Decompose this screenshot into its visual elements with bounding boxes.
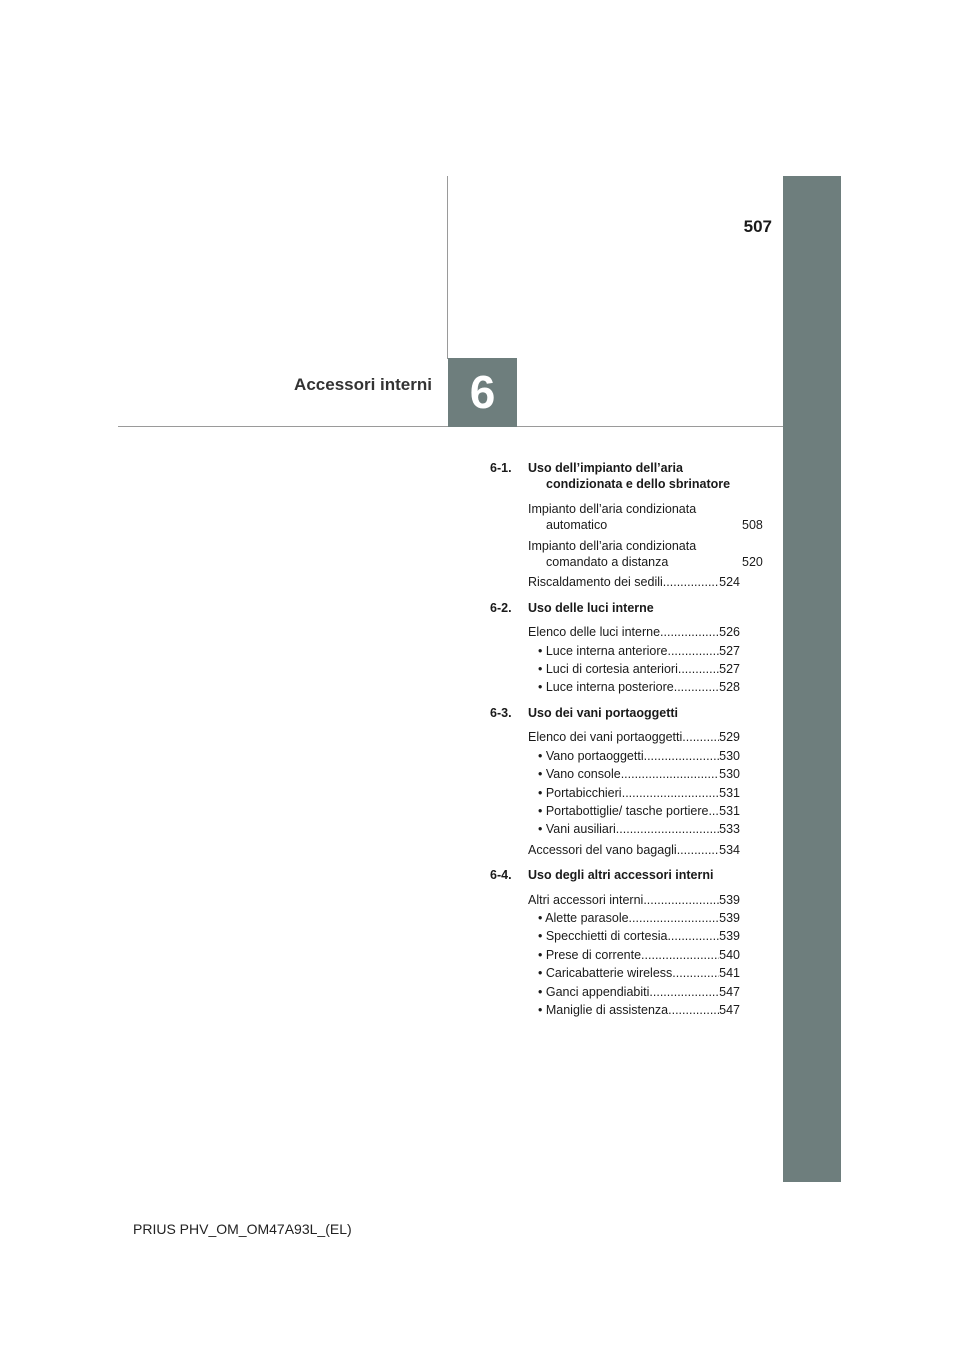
- toc-entry[interactable]: [528, 624, 740, 640]
- toc-entry[interactable]: [528, 766, 740, 782]
- toc-page-number: 533: [719, 822, 740, 837]
- toc-dot-leader: [621, 766, 719, 782]
- toc-page-number: 539: [719, 892, 740, 907]
- toc-page-number: 528: [719, 680, 740, 695]
- toc-entry-list: [528, 501, 763, 591]
- toc-entry[interactable]: [528, 643, 740, 659]
- toc-dot-leader: [643, 892, 719, 908]
- toc-entry[interactable]: [528, 574, 740, 590]
- toc-entry-label: • Portabicchieri: [538, 785, 622, 800]
- toc-entry-label: • Luce interna anteriore: [538, 643, 668, 658]
- toc-page-number: 529: [719, 730, 740, 745]
- toc-entry[interactable]: [528, 729, 740, 745]
- toc-section-number: 6-2.: [490, 600, 512, 615]
- toc-entry[interactable]: [528, 892, 740, 908]
- toc-entry[interactable]: [528, 928, 740, 944]
- toc-page-number: 539: [719, 929, 740, 944]
- table-of-contents: [490, 460, 763, 1027]
- toc-section-number: 6-3.: [490, 705, 512, 720]
- toc-entry-label: Impianto dell’aria condizionata comandato a distanza: [528, 538, 697, 570]
- toc-dot-leader: [674, 679, 719, 695]
- toc-page-number: 547: [719, 984, 740, 999]
- toc-entry-label: • Ganci appendiabiti: [538, 984, 650, 999]
- toc-dot-leader: [678, 661, 719, 677]
- toc-entry-label: Elenco delle luci interne: [528, 625, 661, 640]
- toc-entry-label: Elenco dei vani portaoggetti: [528, 730, 683, 745]
- toc-section-title: Uso degli altri accessori interni: [528, 868, 714, 883]
- toc-entry-label: • Prese di corrente: [538, 947, 642, 962]
- toc-page-number: 530: [719, 748, 740, 763]
- toc-page-number: 531: [719, 785, 740, 800]
- toc-entry-label: Altri accessori interni: [528, 892, 644, 907]
- toc-entry-label: • Maniglie di assistenza: [538, 1002, 669, 1017]
- toc-dot-leader: [667, 928, 719, 944]
- toc-dot-leader: [641, 947, 719, 963]
- toc-entry[interactable]: [528, 947, 740, 963]
- toc-entry[interactable]: [528, 910, 740, 926]
- toc-page-number: 531: [719, 803, 740, 818]
- toc-section-number: 6-4.: [490, 868, 512, 883]
- toc-section-heading: [490, 867, 740, 883]
- chapter-title: Accessori interni: [294, 375, 432, 394]
- toc-dot-leader: [660, 624, 719, 640]
- toc-page-number: 541: [719, 966, 740, 981]
- header-divider-vertical: [447, 176, 448, 359]
- toc-dot-leader: [649, 984, 719, 1000]
- chapter-number-badge: 6: [448, 358, 517, 427]
- toc-entry[interactable]: [528, 803, 740, 819]
- toc-entry-label: • Vano portaoggetti: [538, 748, 644, 763]
- toc-page-number: 527: [719, 643, 740, 658]
- page-number: 507: [743, 217, 772, 236]
- toc-entry[interactable]: [528, 821, 740, 837]
- toc-section-heading: [490, 600, 740, 616]
- toc-entry-list: [528, 729, 740, 858]
- toc-section-heading: [490, 460, 740, 493]
- toc-page-number: 530: [719, 767, 740, 782]
- toc-page-number: 508: [742, 518, 763, 533]
- toc-entry-list: [528, 892, 740, 1019]
- toc-section-heading: [490, 705, 740, 721]
- toc-dot-leader: [663, 574, 719, 590]
- toc-entry-label: • Portabottiglie/ tasche portiere: [538, 803, 709, 818]
- toc-page-number: 526: [719, 625, 740, 640]
- toc-page-number: 539: [719, 910, 740, 925]
- footer-doc-id: PRIUS PHV_OM_OM47A93L_(EL): [133, 1221, 352, 1237]
- toc-entry-label: Impianto dell’aria condizionata automatico: [528, 501, 697, 533]
- toc-entry[interactable]: [528, 1002, 740, 1018]
- toc-entry-list: [528, 624, 740, 696]
- toc-entry-label: Riscaldamento dei sedili: [528, 575, 663, 590]
- toc-entry[interactable]: [528, 679, 740, 695]
- toc-entry[interactable]: [528, 842, 740, 858]
- toc-entry-label: • Specchietti di cortesia: [538, 929, 668, 944]
- chapter-sidebar-tab: [783, 176, 841, 1182]
- toc-dot-leader: [629, 910, 720, 926]
- toc-entry[interactable]: [528, 501, 763, 534]
- toc-section-number: 6-1.: [490, 461, 512, 475]
- toc-dot-leader: [667, 643, 719, 659]
- toc-entry-label: Accessori del vano bagagli: [528, 842, 677, 857]
- toc-section-title: Uso delle luci interne: [528, 600, 654, 615]
- toc-entry[interactable]: [528, 661, 740, 677]
- toc-entry-label: • Vani ausiliari: [538, 822, 616, 837]
- toc-entry[interactable]: [528, 538, 763, 571]
- toc-entry[interactable]: [528, 965, 740, 981]
- toc-page-number: 540: [719, 947, 740, 962]
- toc-dot-leader: [668, 1002, 719, 1018]
- toc-entry-label: • Luci di cortesia anteriori: [538, 662, 678, 677]
- toc-page-number: 524: [719, 575, 740, 590]
- toc-entry-label: • Luce interna posteriore: [538, 680, 674, 695]
- toc-page-number: 534: [719, 842, 740, 857]
- toc-dot-leader: [708, 803, 719, 819]
- toc-page-number: 520: [742, 555, 763, 570]
- toc-dot-leader: [677, 842, 719, 858]
- toc-dot-leader: [672, 965, 719, 981]
- toc-page-number: 547: [719, 1002, 740, 1017]
- toc-dot-leader: [622, 785, 719, 801]
- toc-entry[interactable]: [528, 984, 740, 1000]
- toc-section-title: Uso dei vani portaoggetti: [528, 705, 679, 720]
- toc-dot-leader: [644, 748, 720, 764]
- toc-section-title: Uso dell’impianto dell’aria condizionata e dello sbrinatore: [528, 461, 731, 492]
- toc-dot-leader: [616, 821, 719, 837]
- toc-page-number: 527: [719, 662, 740, 677]
- toc-entry-label: • Alette parasole: [538, 910, 629, 925]
- toc-dot-leader: [682, 729, 719, 745]
- toc-entry-label: • Vano console: [538, 767, 621, 782]
- toc-entry[interactable]: [528, 785, 740, 801]
- toc-entry[interactable]: [528, 748, 740, 764]
- toc-entry-label: • Caricabatterie wireless: [538, 966, 673, 981]
